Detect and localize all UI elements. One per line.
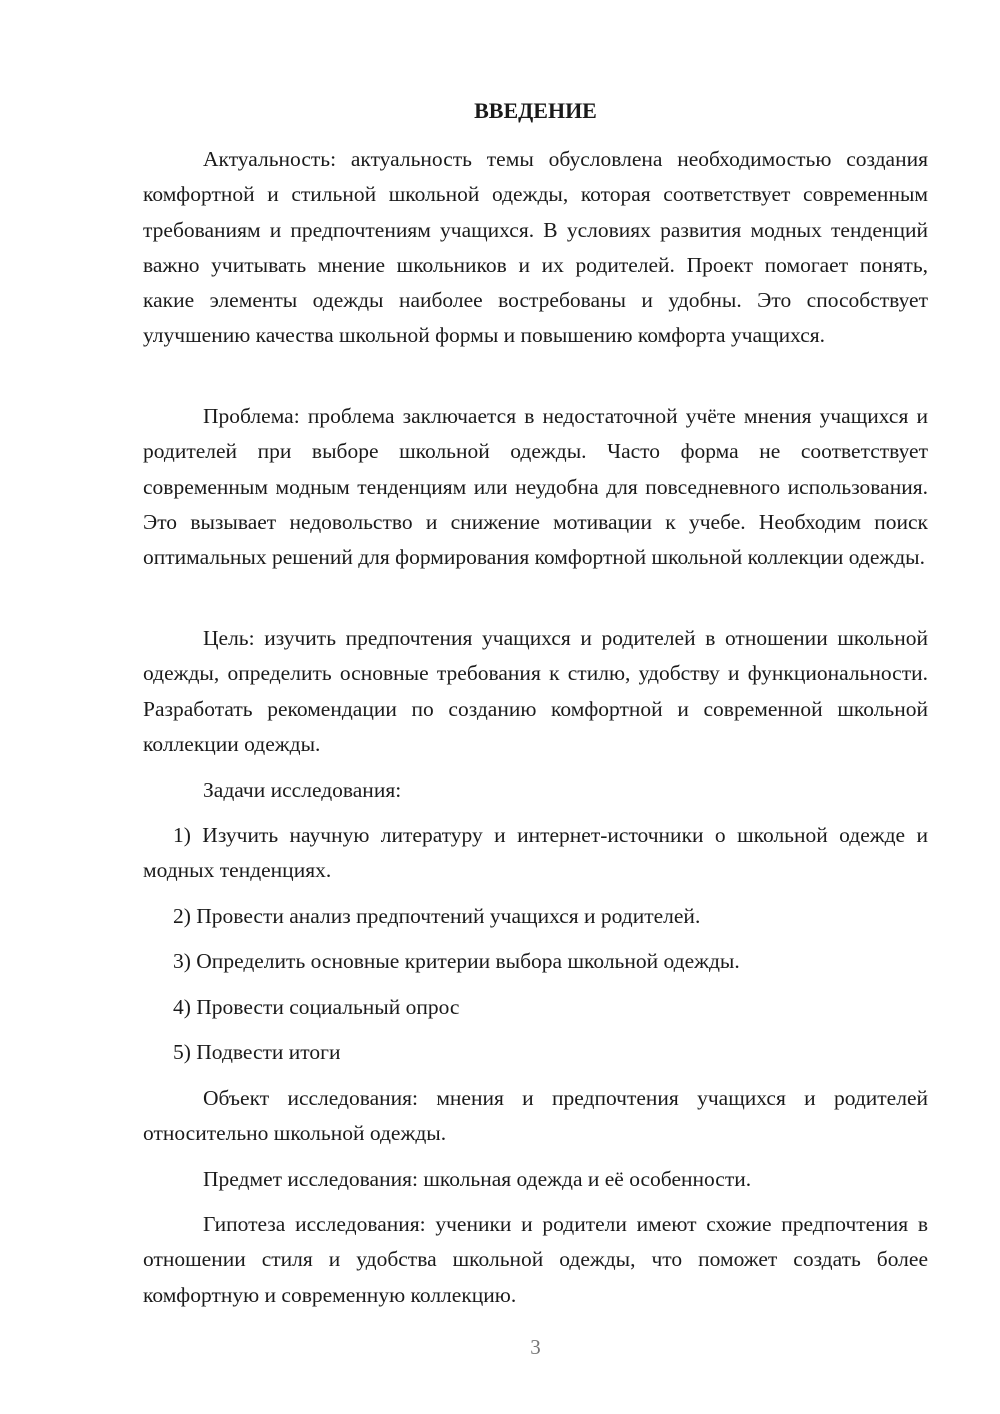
paragraph-subject: Предмет исследования: школьная одежда и её особенности.: [203, 1167, 752, 1191]
task-item-4: 4) Провести социальный опрос: [173, 995, 460, 1019]
paragraph-tasks-heading: Задачи исследования:: [203, 778, 402, 802]
paragraph-problem: Проблема: проблема заключается в недостаточной учёте мнения учащихся и родителей при выборе школьной одежды. Часто форма не соответствует современным модным тенденциям или неудобна для повседневного использования. Это вызывает недовольство и снижение мотивации к учебе. Необходим поиск оптимальных решений для формирования комфортной школьной коллекции одежды.: [143, 404, 928, 570]
task-item-2: 2) Провести анализ предпочтений учащихся и родителей.: [173, 904, 701, 928]
section-title: ВВЕДЕНИЕ: [474, 98, 597, 123]
paragraph-hypothesis: Гипотеза исследования: ученики и родители имеют схожие предпочтения в отношении стиля и удобства школьной одежды, что поможет создать более комфортную и современную коллекцию.: [143, 1212, 928, 1307]
task-item-3: 3) Определить основные критерии выбора школьной одежды.: [173, 949, 740, 973]
paragraph-relevance: Актуальность: актуальность темы обусловлена необходимостью создания комфортной и стильной школьной одежды, которая соответствует современным требованиям и предпочтениям учащихся. В условиях развития модных тенденций важно учитывать мнение школьников и их родителей. Проект помогает понять, какие элементы одежды наиболее востребованы и удобны. Это способствует улучшению качества школьной формы и повышению комфорта учащихся.: [143, 147, 928, 348]
task-item-1: 1) Изучить научную литературу и интернет-источники о школьной одежде и модных тенденциях.: [143, 823, 928, 883]
paragraph-object: Объект исследования: мнения и предпочтения учащихся и родителей относительно школьной одежды.: [143, 1086, 928, 1146]
paragraph-goal: Цель: изучить предпочтения учащихся и родителей в отношении школьной одежды, определить основные требования к стилю, удобству и функциональности. Разработать рекомендации по созданию комфортной и современной школьной коллекции одежды.: [143, 626, 928, 756]
page-number: 3: [530, 1335, 541, 1359]
task-item-5: 5) Подвести итоги: [173, 1040, 341, 1064]
